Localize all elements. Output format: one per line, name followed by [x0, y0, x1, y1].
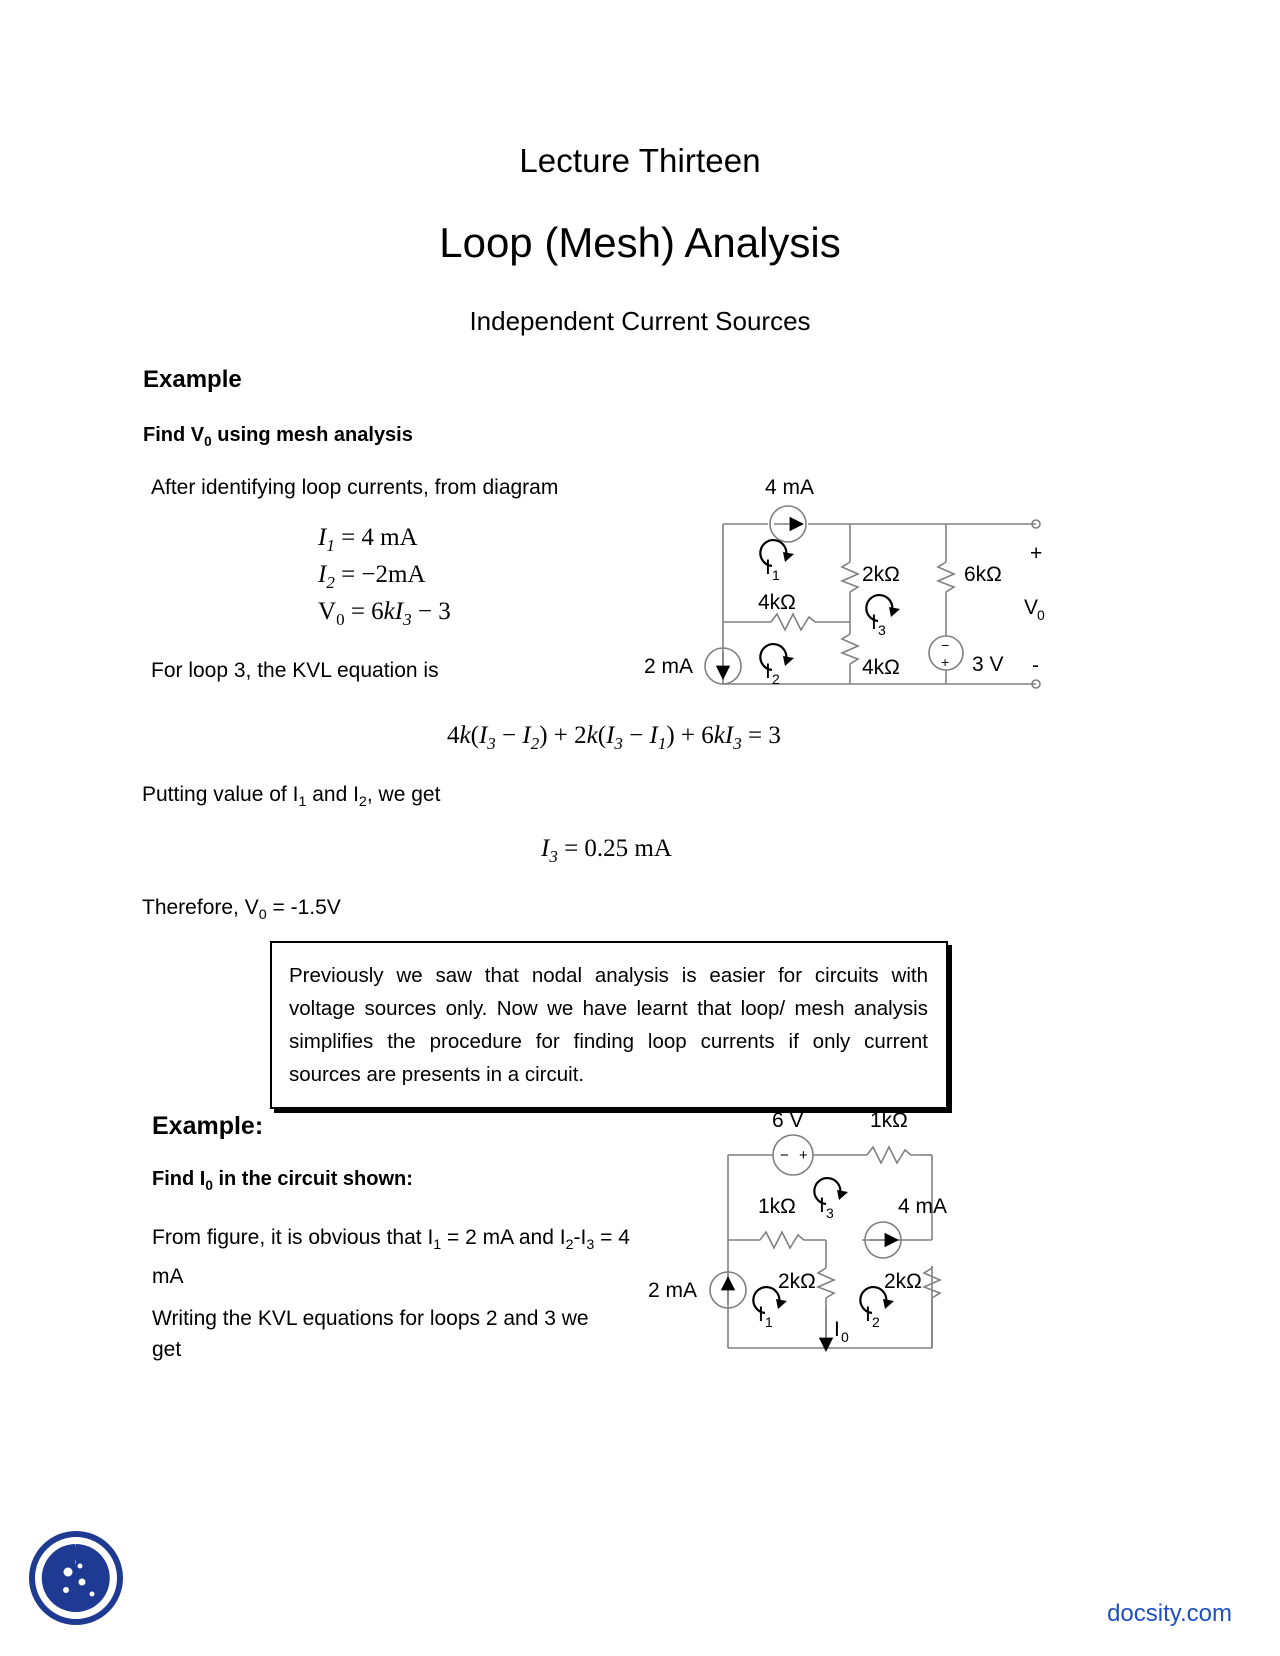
circuit2-io-arrow: [826, 1306, 849, 1345]
intro-text: After identifying loop currents, from diagram: [151, 476, 559, 499]
svg-text:2: 2: [772, 671, 780, 687]
circuit2-loop-2: [860, 1287, 894, 1330]
svg-text:I: I: [819, 1194, 825, 1217]
circuit1-label-6k: 6kΩ: [964, 563, 1002, 586]
circuit1-out-label: V: [1024, 596, 1039, 619]
putting-value-text: Putting value of $I_1$ and $I_2$, we get: [142, 783, 441, 811]
equation-kvl-loop3: $4k(I_3 - I_2) + 2k(I_3 - I_1) + 6kI_3 = 3$: [447, 722, 781, 753]
svg-text:I: I: [871, 611, 877, 634]
circuit2-io-label: I: [834, 1318, 840, 1341]
circuit1-label-2ma: 2 mA: [644, 655, 694, 678]
circuit1-label-3v: 3 V: [972, 653, 1004, 676]
svg-text:−: −: [941, 637, 950, 653]
circuit2-label-2k-right: 2kΩ: [884, 1270, 922, 1293]
circuit1-label-2k: 2kΩ: [862, 563, 900, 586]
page-subtitle: Independent Current Sources: [469, 306, 811, 336]
circuit1-loop-3: [866, 595, 900, 638]
svg-text:I: I: [865, 1303, 871, 1326]
circuit2-label-1k-top: 1kΩ: [870, 1109, 908, 1132]
svg-text:I: I: [765, 660, 771, 683]
kvl-lead-text: For loop 3, the KVL equation is: [151, 659, 439, 682]
circuit1-out-label-sub: 0: [1037, 607, 1045, 623]
docsity-brand[interactable]: docsity.com: [1107, 1600, 1232, 1627]
circuit2-label-1k-mid: 1kΩ: [758, 1195, 796, 1218]
lecture-title: Lecture Thirteen: [519, 142, 761, 179]
example-heading: Example: [143, 366, 242, 393]
svg-text:−: −: [780, 1147, 789, 1164]
circuit2-loop-1: [753, 1287, 787, 1330]
svg-text:3: 3: [826, 1205, 834, 1221]
equation-v0: $V_0 = 6kI_3 - 3$: [318, 598, 451, 629]
therefore-text: Therefore, $V_0 = -1.5V$: [142, 896, 341, 924]
circuit2-io-label-sub: 0: [841, 1329, 849, 1345]
circuit-diagram-two: [630, 1108, 1050, 1373]
svg-text:2: 2: [872, 1314, 880, 1330]
from-figure-text: From figure, it is obvious that $I_1 = 2$ mA and $I_2-I_3 = 4$ mA: [152, 1226, 630, 1289]
circuit2-label-2k-left: 2kΩ: [778, 1270, 816, 1293]
circuit2-label-4ma: 4 mA: [898, 1195, 948, 1218]
svg-text:1: 1: [772, 567, 780, 583]
circuit-diagram-one: [628, 474, 1058, 709]
equation-i3-result: $I_3 = 0.25$ mA: [541, 835, 672, 866]
equation-group-initial: [318, 524, 451, 635]
svg-text:3: 3: [878, 622, 886, 638]
circuit1-label-4ma: 4 mA: [765, 476, 815, 499]
circuit1-loop-1: [760, 540, 794, 583]
docsity-logo: [28, 1530, 124, 1626]
circuit2-label-6v: 6 V: [772, 1109, 804, 1132]
circuit1-out-plus: +: [1030, 542, 1043, 565]
note-box: Previously we saw that nodal analysis is easier for circuits with voltage sources only. Now we have learnt that loop/ mesh analysis simplifies the procedure for finding loop currents if only current sources are presents in a circuit.: [270, 941, 948, 1109]
find-io-prompt: Find $I_0$ in the circuit shown:: [152, 1168, 413, 1193]
svg-text:+: +: [799, 1147, 808, 1164]
writing-kvl-text: Writing the KVL equations for loops 2 and 3 we get: [152, 1307, 589, 1361]
equation-i2: $I_2 = -2mA$: [318, 561, 426, 592]
circuit2-label-2ma: 2 mA: [648, 1279, 698, 1302]
circuit1-out-minus: -: [1032, 654, 1039, 677]
find-vo-prompt: Find $V_0$ using mesh analysis: [143, 424, 413, 449]
circuit1-label-4k-vert: 4kΩ: [862, 656, 900, 679]
circuit2-loop-3: [814, 1178, 848, 1221]
example2-heading: Example:: [152, 1112, 264, 1140]
svg-text:1: 1: [765, 1314, 773, 1330]
equation-i1: $I_1 = 4$ mA: [318, 524, 418, 555]
page-title: Loop (Mesh) Analysis: [439, 219, 841, 266]
circuit1-loop-2: [760, 644, 794, 687]
svg-text:+: +: [941, 654, 950, 670]
svg-text:I: I: [758, 1303, 764, 1326]
circuit1-label-4k-horiz: 4kΩ: [758, 591, 796, 614]
svg-text:I: I: [765, 556, 771, 579]
